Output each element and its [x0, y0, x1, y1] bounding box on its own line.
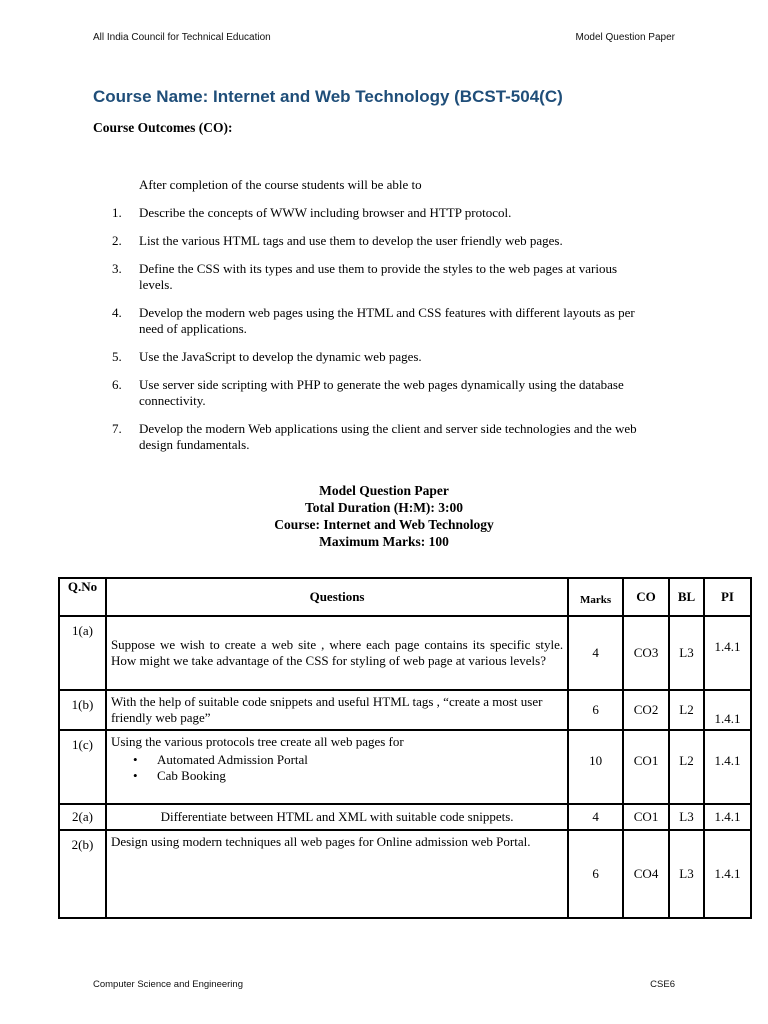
row-co: CO1: [623, 730, 669, 804]
row-marks: 6: [568, 830, 623, 918]
outcome-text: Develop the modern web pages using the HTML and CSS features with different layouts as per need of applications.: [139, 305, 635, 336]
header-bl: BL: [669, 578, 704, 616]
table-row: [59, 690, 751, 730]
outcome-text: Develop the modern Web applications using the client and server side technologies and the web design fundamentals.: [139, 421, 637, 452]
header-organization: All India Council for Technical Education: [93, 32, 271, 43]
row-question-cell: [106, 730, 568, 804]
row-question: Suppose we wish to create a web site , where each page contains its specific style. How might we take advantage of the CSS for styling of web page at various levels?: [106, 616, 568, 690]
row-co: CO1: [623, 804, 669, 830]
outcome-number: 3.: [112, 261, 122, 276]
paper-duration: Total Duration (H:M): 3:00: [304, 500, 464, 515]
row-pi: 1.4.1: [704, 616, 751, 690]
header-qno: Q.No: [59, 578, 106, 616]
table-row: [59, 730, 751, 804]
row-co: CO3: [623, 616, 669, 690]
outcome-number: 2.: [112, 233, 122, 248]
outcome-item: [112, 261, 652, 293]
row-qno: 2(a): [59, 804, 106, 830]
question-bullet-item: • Cab Booking: [133, 768, 563, 784]
row-question: Design using modern techniques all web pages for Online admission web Portal.: [106, 830, 568, 918]
footer-department: Computer Science and Engineering: [93, 979, 243, 990]
header-co: CO: [623, 578, 669, 616]
row-qno: 1(c): [59, 730, 106, 804]
footer-page-code: CSE6: [650, 979, 675, 990]
question-table: [58, 577, 752, 919]
row-marks: 4: [568, 616, 623, 690]
row-pi: 1.4.1: [704, 830, 751, 918]
row-qno: 2(b): [59, 830, 106, 918]
header-document-type: Model Question Paper: [575, 32, 675, 43]
outcome-text: Use server side scripting with PHP to generate the web pages dynamically using the database connectivity.: [139, 377, 624, 408]
row-marks: 10: [568, 730, 623, 804]
row-qno: 1(b): [59, 690, 106, 730]
paper-course: Course: Internet and Web Technology: [274, 517, 494, 532]
row-pi: 1.4.1: [704, 804, 751, 830]
outcome-number: 4.: [112, 305, 122, 320]
outcome-text: Use the JavaScript to develop the dynamic web pages.: [139, 349, 422, 364]
outcome-text: List the various HTML tags and use them to develop the user friendly web pages.: [139, 233, 563, 248]
table-row: [59, 804, 751, 830]
outcome-item: [112, 377, 652, 409]
outcome-item: [112, 205, 652, 221]
table-row: [59, 830, 751, 918]
course-title: Course Name: Internet and Web Technology (BCST-504(C): [93, 87, 563, 106]
outcome-item: [112, 349, 652, 365]
row-bl: L2: [669, 690, 704, 730]
header-questions: Questions: [106, 578, 568, 616]
row-bl: L3: [669, 804, 704, 830]
row-marks: 6: [568, 690, 623, 730]
outcome-number: 6.: [112, 377, 122, 392]
row-bl: L3: [669, 830, 704, 918]
course-outcomes-list: [112, 205, 652, 465]
outcome-item: [112, 421, 652, 453]
outcome-text: Define the CSS with its types and use them to provide the styles to the web pages at various levels.: [139, 261, 618, 292]
outcome-text: Describe the concepts of WWW including browser and HTTP protocol.: [139, 205, 512, 220]
outcome-item: [112, 305, 652, 337]
paper-max-marks: Maximum Marks: 100: [319, 534, 449, 549]
table-row: [59, 616, 751, 690]
row-pi: 1.4.1: [704, 730, 751, 804]
paper-heading: [0, 482, 768, 550]
table-header-row: [59, 578, 751, 616]
row-bl: L2: [669, 730, 704, 804]
row-co: CO4: [623, 830, 669, 918]
course-outcomes-heading: Course Outcomes (CO):: [93, 120, 233, 135]
row-question: Differentiate between HTML and XML with suitable code snippets.: [106, 804, 568, 830]
outcomes-intro: After completion of the course students will be able to: [139, 177, 422, 192]
outcome-number: 1.: [112, 205, 122, 220]
row-co: CO2: [623, 690, 669, 730]
outcome-number: 7.: [112, 421, 122, 436]
paper-title: Model Question Paper: [319, 483, 449, 498]
row-question: Using the various protocols tree create all web pages for: [110, 734, 404, 749]
header-marks: Marks: [568, 578, 623, 616]
row-question: With the help of suitable code snippets and useful HTML tags , “create a most user friendly web page”: [106, 690, 568, 730]
outcome-item: [112, 233, 652, 249]
row-bl: L3: [669, 616, 704, 690]
header-pi: PI: [704, 578, 751, 616]
question-bullet-item: • Automated Admission Portal: [133, 752, 563, 768]
row-pi: 1.4.1: [704, 690, 751, 730]
outcome-number: 5.: [112, 349, 122, 364]
row-marks: 4: [568, 804, 623, 830]
row-qno: 1(a): [59, 616, 106, 690]
question-bullet-list: [111, 752, 563, 784]
